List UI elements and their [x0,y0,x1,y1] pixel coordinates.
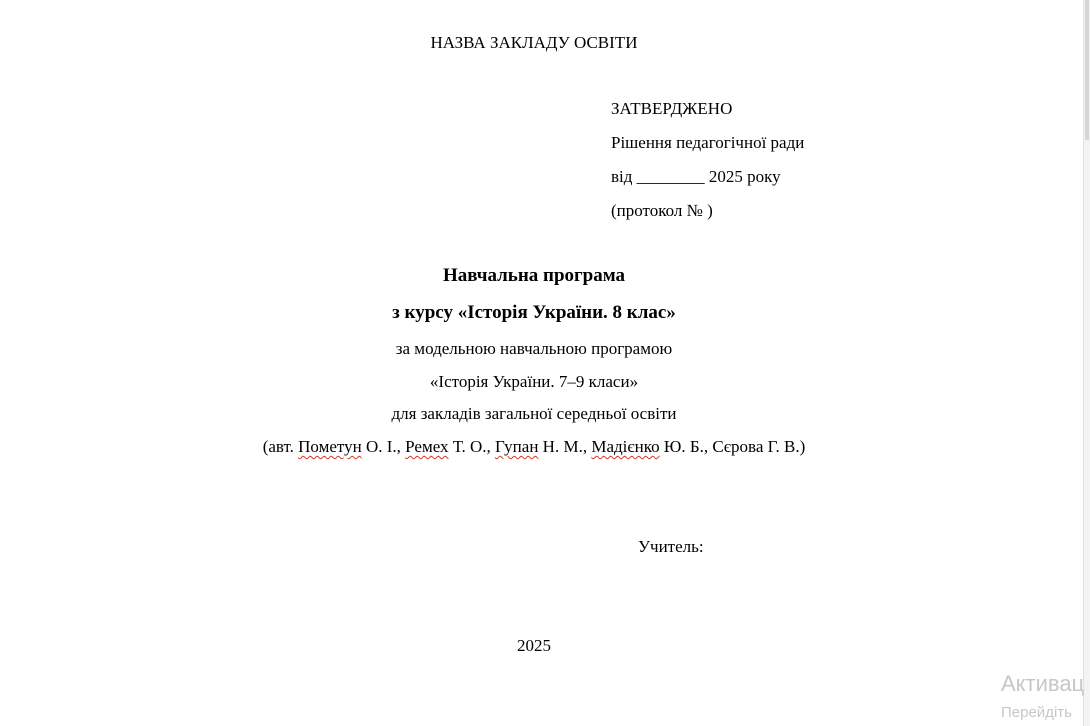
program-authors [0,437,1068,457]
program-course: з курсу «Історія України. 8 клас» [392,302,676,323]
authors-text-1: О. І., [361,437,406,456]
author-madiienko: Мадієнко [591,437,660,456]
authors-open: (авт. [262,437,299,456]
authors-text-2: Т. О., [448,437,495,456]
program-basis: за модельною навчальною програмою [395,339,673,358]
approval-decision: Рішення педагогічної ради [611,133,805,152]
author-hupan: Гупан [495,437,539,456]
scrollbar-thumb[interactable] [1085,0,1089,140]
authors-text-4: Ю. Б., Сєрова Г. В.) [659,437,806,456]
approval-protocol: (протокол № ) [611,201,713,220]
teacher-label: Учитель: [638,537,704,556]
approval-date-line: від ________ 2025 року [611,167,781,186]
program-title: Навчальна програма [442,265,626,286]
institution-name: НАЗВА ЗАКЛАДУ ОСВІТИ [430,33,638,52]
author-pometun: Пометун [298,437,362,456]
activation-watermark-subtitle: Перейдіть [1001,704,1072,721]
activation-watermark-title: Активац [1001,671,1085,696]
authors-text-3: Н. М., [538,437,592,456]
vertical-scrollbar[interactable] [1083,0,1090,726]
approval-title: ЗАТВЕРДЖЕНО [611,99,733,118]
author-remekh: Ремех [405,437,449,456]
document-year: 2025 [517,636,551,655]
program-target: для закладів загальної середньої освіти [391,404,677,423]
program-model: «Історія України. 7–9 класи» [429,372,639,391]
